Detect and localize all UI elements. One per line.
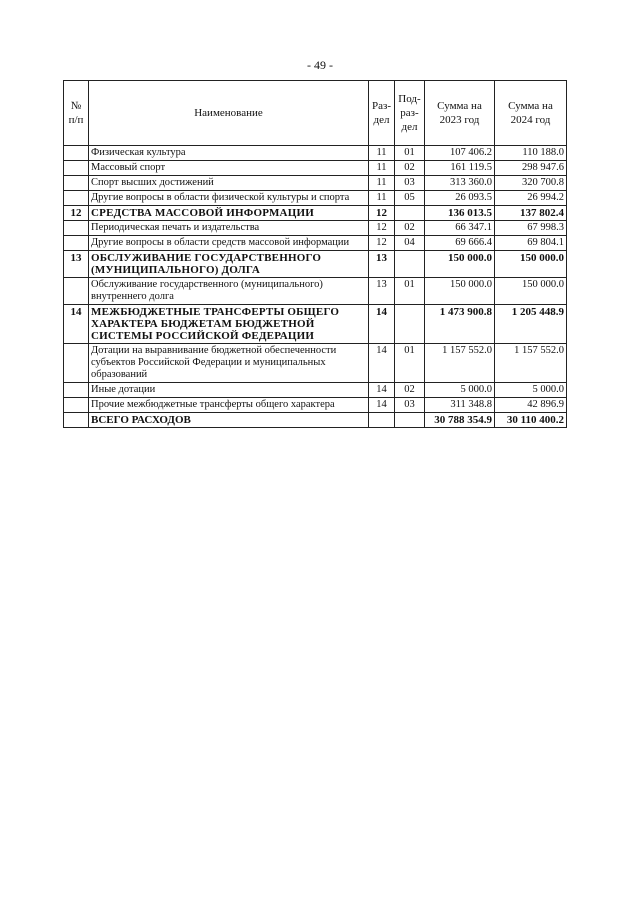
row-podrazdel: 03 xyxy=(395,398,425,413)
row-num: 14 xyxy=(64,305,89,344)
table-body xyxy=(64,146,567,413)
row-sum-2023: 26 093.5 xyxy=(425,191,495,206)
row-num xyxy=(64,236,89,251)
section-row xyxy=(64,206,567,221)
row-sum-2023: 161 119.5 xyxy=(425,161,495,176)
total-num-cell xyxy=(64,413,89,428)
row-sum-2023: 136 013.5 xyxy=(425,206,495,221)
row-razdel: 11 xyxy=(369,176,395,191)
table-row xyxy=(64,161,567,176)
total-name: ВСЕГО РАСХОДОВ xyxy=(89,413,369,428)
row-name: ОБСЛУЖИВАНИЕ ГОСУДАРСТВЕННОГО (МУНИЦИПАЛЬНОГО) ДОЛГА xyxy=(89,251,369,278)
row-sum-2023: 69 666.4 xyxy=(425,236,495,251)
total-sum-2024: 30 110 400.2 xyxy=(495,413,567,428)
row-name: Другие вопросы в области средств массовой информации xyxy=(89,236,369,251)
row-num: 13 xyxy=(64,251,89,278)
row-sum-2024: 42 896.9 xyxy=(495,398,567,413)
row-name: Спорт высших достижений xyxy=(89,176,369,191)
row-sum-2024: 26 994.2 xyxy=(495,191,567,206)
total-sum-2023: 30 788 354.9 xyxy=(425,413,495,428)
header-sum-2024: Сумма на 2024 год xyxy=(495,81,567,146)
row-sum-2023: 150 000.0 xyxy=(425,251,495,278)
row-podrazdel: 01 xyxy=(395,344,425,383)
row-podrazdel: 02 xyxy=(395,383,425,398)
header-name: Наименование xyxy=(89,81,369,146)
header-podrazdel: Под-раз-дел xyxy=(395,81,425,146)
row-podrazdel: 01 xyxy=(395,278,425,305)
header-razdel: Раз-дел xyxy=(369,81,395,146)
header-num: № п/п xyxy=(64,81,89,146)
row-sum-2023: 107 406.2 xyxy=(425,146,495,161)
row-sum-2024: 1 205 448.9 xyxy=(495,305,567,344)
total-razdel-cell xyxy=(369,413,395,428)
row-num xyxy=(64,398,89,413)
row-sum-2023: 1 473 900.8 xyxy=(425,305,495,344)
row-podrazdel: 04 xyxy=(395,236,425,251)
table-row xyxy=(64,191,567,206)
row-num xyxy=(64,344,89,383)
section-row xyxy=(64,251,567,278)
row-name: Физическая культура xyxy=(89,146,369,161)
row-name: Периодическая печать и издательства xyxy=(89,221,369,236)
row-podrazdel xyxy=(395,305,425,344)
row-num: 12 xyxy=(64,206,89,221)
row-razdel: 14 xyxy=(369,383,395,398)
table-row xyxy=(64,236,567,251)
row-razdel: 11 xyxy=(369,191,395,206)
total-podrazdel-cell xyxy=(395,413,425,428)
row-sum-2024: 150 000.0 xyxy=(495,251,567,278)
row-sum-2023: 66 347.1 xyxy=(425,221,495,236)
row-razdel: 12 xyxy=(369,221,395,236)
row-podrazdel: 02 xyxy=(395,221,425,236)
row-podrazdel: 02 xyxy=(395,161,425,176)
row-name: Обслуживание государственного (муниципального) внутреннего долга xyxy=(89,278,369,305)
row-num xyxy=(64,191,89,206)
row-razdel: 14 xyxy=(369,398,395,413)
row-razdel: 12 xyxy=(369,206,395,221)
table-header-row xyxy=(64,81,567,146)
table-row xyxy=(64,398,567,413)
row-num xyxy=(64,146,89,161)
row-sum-2023: 311 348.8 xyxy=(425,398,495,413)
row-sum-2024: 298 947.6 xyxy=(495,161,567,176)
row-name: Прочие межбюджетные трансферты общего характера xyxy=(89,398,369,413)
row-razdel: 13 xyxy=(369,251,395,278)
row-razdel: 11 xyxy=(369,146,395,161)
row-name: Массовый спорт xyxy=(89,161,369,176)
row-sum-2024: 137 802.4 xyxy=(495,206,567,221)
row-sum-2024: 110 188.0 xyxy=(495,146,567,161)
table-row xyxy=(64,344,567,383)
budget-table xyxy=(63,80,567,428)
row-podrazdel: 01 xyxy=(395,146,425,161)
row-sum-2023: 150 000.0 xyxy=(425,278,495,305)
total-row xyxy=(64,413,567,428)
table-row xyxy=(64,146,567,161)
row-num xyxy=(64,278,89,305)
row-num xyxy=(64,161,89,176)
table-row xyxy=(64,383,567,398)
row-podrazdel: 05 xyxy=(395,191,425,206)
row-name: Другие вопросы в области физической культуры и спорта xyxy=(89,191,369,206)
row-sum-2023: 5 000.0 xyxy=(425,383,495,398)
row-podrazdel xyxy=(395,206,425,221)
row-sum-2024: 320 700.8 xyxy=(495,176,567,191)
row-num xyxy=(64,383,89,398)
row-razdel: 14 xyxy=(369,305,395,344)
row-num xyxy=(64,221,89,236)
row-sum-2024: 67 998.3 xyxy=(495,221,567,236)
table-row xyxy=(64,221,567,236)
row-sum-2024: 5 000.0 xyxy=(495,383,567,398)
row-sum-2024: 69 804.1 xyxy=(495,236,567,251)
row-podrazdel: 03 xyxy=(395,176,425,191)
row-razdel: 12 xyxy=(369,236,395,251)
page-number: - 49 - xyxy=(307,58,333,72)
row-name: СРЕДСТВА МАССОВОЙ ИНФОРМАЦИИ xyxy=(89,206,369,221)
row-sum-2023: 1 157 552.0 xyxy=(425,344,495,383)
header-sum-2023: Сумма на 2023 год xyxy=(425,81,495,146)
row-razdel: 14 xyxy=(369,344,395,383)
row-razdel: 13 xyxy=(369,278,395,305)
row-name: Дотации на выравнивание бюджетной обеспеченности субъектов Российской Федерации и муниципальных образований xyxy=(89,344,369,383)
table-row xyxy=(64,278,567,305)
row-sum-2024: 150 000.0 xyxy=(495,278,567,305)
row-sum-2023: 313 360.0 xyxy=(425,176,495,191)
row-num xyxy=(64,176,89,191)
row-sum-2024: 1 157 552.0 xyxy=(495,344,567,383)
row-podrazdel xyxy=(395,251,425,278)
row-name: МЕЖБЮДЖЕТНЫЕ ТРАНСФЕРТЫ ОБЩЕГО ХАРАКТЕРА БЮДЖЕТАМ БЮДЖЕТНОЙ СИСТЕМЫ РОССИЙСКОЙ ФЕДЕРАЦИИ xyxy=(89,305,369,344)
row-name: Иные дотации xyxy=(89,383,369,398)
section-row xyxy=(64,305,567,344)
row-razdel: 11 xyxy=(369,161,395,176)
table-row xyxy=(64,176,567,191)
